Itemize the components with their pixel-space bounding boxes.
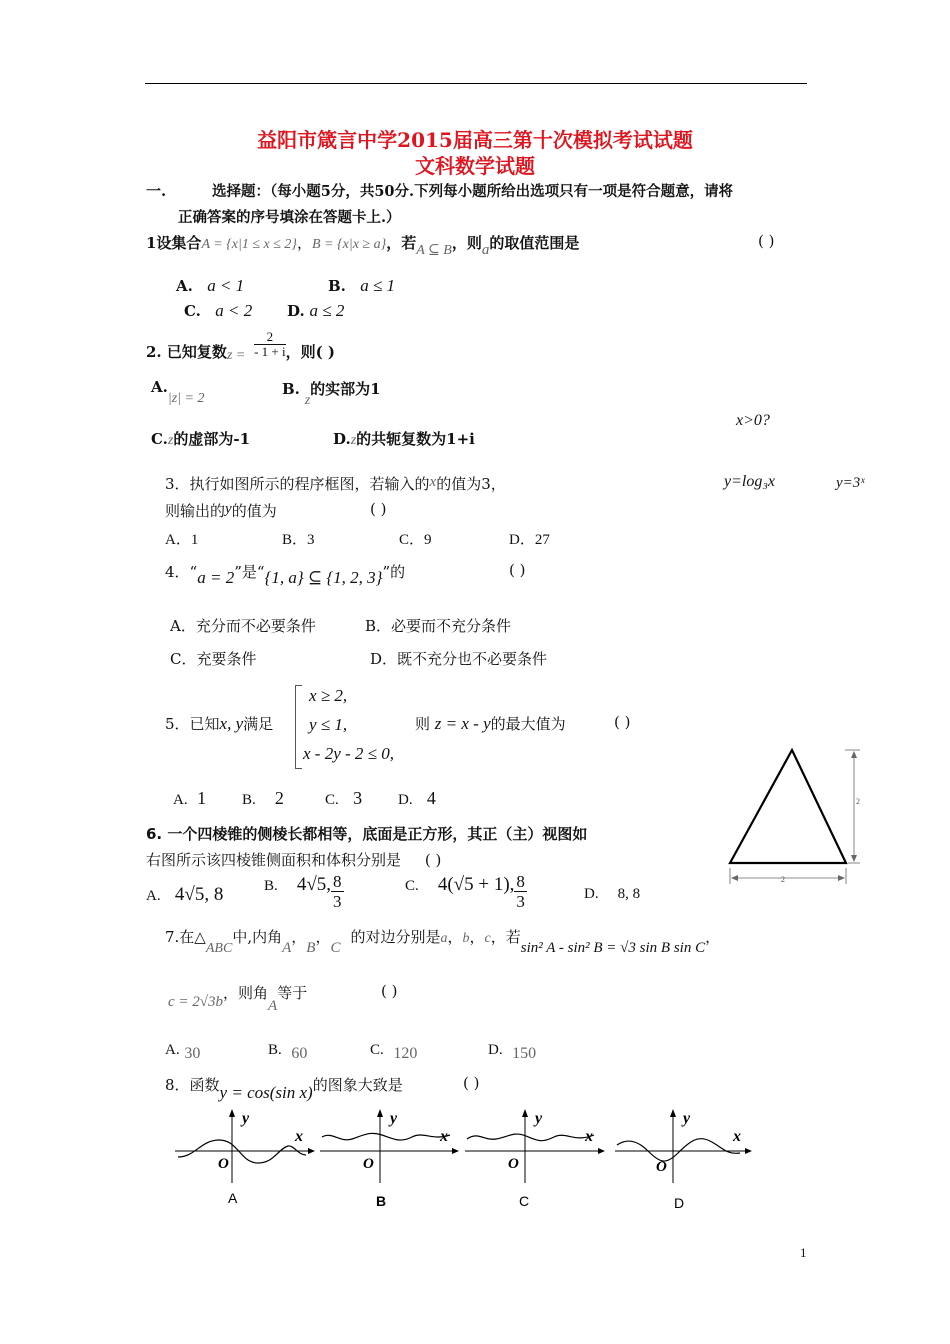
question-7-line2 (168, 982, 308, 1014)
q6-option-b-denominator: 3 (333, 892, 342, 911)
q7-mid-2: 的对边分别是 (350, 928, 441, 946)
q6-option-d-label: D. (584, 886, 599, 902)
q7-angle-a: A (282, 940, 292, 956)
q4-option-a[interactable]: A．充分而不必要条件 (170, 617, 316, 635)
q3-var-y: y (225, 501, 232, 517)
q1-option-b[interactable] (328, 276, 395, 296)
graph-a-x-label: x (295, 1128, 303, 1145)
q1-then: ，则 (451, 234, 482, 252)
q8-prefix: 8．函数 (165, 1076, 220, 1094)
q7-option-d-label: D. (488, 1042, 503, 1058)
q1-option-a-label: A. (176, 277, 193, 295)
q3-text-b: 的值为3， (436, 475, 506, 493)
q5-brace (295, 685, 302, 769)
q1-condition: A ⊆ B (416, 243, 452, 258)
base-arrow-left (731, 875, 738, 881)
q6-option-c-denominator: 3 (516, 892, 525, 911)
q7-option-a[interactable] (165, 1040, 201, 1062)
q5-target: z = x - y (434, 714, 491, 733)
graph-d-x-label: x (733, 1128, 741, 1145)
question-7: 7.在△ABC中,内角A，B，C的对边分别是a，b，c，若sin² A - sin² B = √3 sin B sin C， (165, 928, 721, 956)
q7-option-d[interactable] (488, 1040, 537, 1062)
q1-option-b-label: B. (328, 277, 346, 295)
q6-bracket: ( ) (424, 851, 442, 869)
q3-option-c[interactable]: C．9 (399, 532, 432, 548)
question-2 (146, 329, 336, 363)
q7-option-a-label: A. (165, 1042, 180, 1058)
q3-option-a[interactable]: A．1 (165, 532, 199, 548)
q1-option-c-label: C. (184, 302, 201, 320)
q7-side-b: b (462, 931, 470, 946)
q2-option-a-label: A. (151, 378, 168, 396)
q7-angle-c: C (330, 940, 341, 956)
q7-option-c[interactable] (370, 1040, 418, 1062)
height-arrow-down (851, 855, 857, 862)
graph-b-x-label: x (440, 1128, 448, 1145)
q4-prefix: 4．“ (165, 563, 198, 581)
flowchart-right-box: y=3ˣ (836, 475, 865, 491)
q1-set-b: B = {x|x ≥ a} (312, 237, 387, 252)
q6-option-a[interactable] (146, 884, 223, 906)
q6-option-b-numerator: 8 (333, 872, 342, 891)
q6-option-c-label: C. (405, 877, 419, 894)
graph-a-origin: O (218, 1156, 229, 1172)
q2-option-d-label: D. (333, 430, 351, 448)
q1-option-c-text: a < 2 (215, 301, 253, 320)
q6-text-2: 右图所示该四棱锥侧面积和体积分别是 (146, 851, 402, 869)
q1-option-a-text: a < 1 (207, 276, 245, 295)
q4-condition-1: a = 2 (197, 568, 235, 587)
q7-option-c-label: C. (370, 1042, 384, 1058)
graph-b-label: B (376, 1193, 387, 1209)
q4-mid: ”是“ (234, 563, 265, 581)
graph-c (465, 1109, 605, 1209)
q6-option-c-numerator: 8 (516, 872, 525, 891)
graph-a-label: A (228, 1190, 238, 1206)
q7-prefix: 7.在△ (165, 928, 206, 946)
graph-c-y-label: y (535, 1110, 543, 1127)
q3-var-x: x (429, 474, 437, 490)
q5-constraint-3: x - 2y - 2 ≤ 0, (303, 744, 394, 763)
graph-b-origin: O (363, 1156, 374, 1172)
q4-bracket: ( ) (509, 561, 526, 579)
q2-prefix: 2. 已知复数 (146, 342, 227, 361)
q8-suffix: 的图象大致是 (312, 1076, 403, 1094)
q4-condition-2: {1, a} ⊆ {1, 2, 3} (264, 568, 383, 587)
q1-option-a[interactable] (176, 276, 244, 296)
q7-option-b[interactable] (268, 1040, 308, 1062)
q7-condition: sin² A - sin² B = √3 sin B sin C (520, 940, 706, 956)
q5-option-d-text: 4 (426, 788, 436, 808)
q1-comma: ， (297, 234, 313, 252)
q7-then: ，则角 (223, 984, 269, 1002)
q7-mid-1: 中,内角 (232, 928, 283, 946)
q2-option-c[interactable] (151, 428, 250, 449)
q7-target-angle: A (268, 998, 278, 1014)
graph-d-origin: O (656, 1159, 667, 1175)
q2-option-b[interactable] (282, 378, 381, 408)
q6-option-b-text: 4√5, (296, 873, 332, 895)
q5-prefix: 5．已知 (165, 715, 220, 733)
q1-option-d-label: D. (287, 302, 305, 320)
pyramid-front-view (720, 740, 870, 890)
q2-option-a-text: |z| = 2 (167, 391, 205, 406)
q5-constraint-2: y ≤ 1, (309, 715, 348, 734)
q4-suffix: ”的 (382, 563, 406, 581)
q7-option-d-text: 150 (512, 1045, 537, 1062)
base-label: 2 (781, 875, 785, 884)
q2-option-b-text: 的实部为1 (310, 380, 381, 398)
q5-option-b-text: 2 (274, 788, 284, 808)
q4-option-d[interactable]: D．既不充分也不必要条件 (370, 650, 548, 668)
q7-condition-2: c = 2√3b (168, 994, 224, 1010)
q2-option-d-var: z (350, 433, 357, 448)
q2-fraction-denominator: - 1 + i (254, 344, 286, 359)
question-6 (146, 823, 587, 844)
q6-option-c-text: 4(√5 + 1), (437, 873, 515, 895)
q3-bracket: ( ) (370, 500, 387, 518)
q3-text-d: 的值为 (231, 502, 277, 520)
graph-a-y-label: y (242, 1110, 250, 1127)
q3-option-b[interactable]: B．3 (282, 532, 315, 548)
q7-option-b-label: B. (268, 1042, 282, 1058)
question-1 (146, 232, 580, 258)
q1-set-a: A = {x|1 ≤ x ≤ 2} (201, 237, 298, 252)
q5-option-d-label: D. (398, 792, 413, 808)
q2-option-c-text: 的虚部为-1 (173, 430, 251, 448)
q8-bracket: ( ) (463, 1074, 480, 1092)
q7-if: ，若 (490, 928, 521, 946)
q3-option-d[interactable]: D．27 (509, 532, 550, 548)
section-instructions-2: 正确答案的序号填涂在答题卡上.） (178, 209, 401, 226)
graph-d (615, 1109, 752, 1211)
graph-c-x-label: x (585, 1128, 593, 1145)
q5-satisfy: 满足 (243, 715, 274, 733)
exam-subtitle: 文科数学试题 (415, 154, 535, 178)
q2-option-b-label: B. (282, 380, 300, 398)
q2-option-a[interactable] (151, 378, 205, 406)
graph-d-label: D (674, 1195, 685, 1211)
q7-triangle: ABC (205, 941, 233, 956)
page-number: 1 (800, 1245, 807, 1260)
height-label: 2 (856, 797, 860, 806)
q1-suffix: 的取值范围是 (489, 234, 580, 252)
q5-option-a[interactable] (173, 788, 206, 809)
q6-option-a-label: A. (146, 888, 161, 904)
q3-text-c: 则输出的 (165, 502, 226, 520)
question-4 (165, 561, 406, 587)
q6-text-1: 6. 一个四棱锥的侧棱长都相等，底面是正方形，其正（主）视图如 (146, 825, 588, 843)
q2-fraction-numerator: 2 (254, 330, 286, 345)
section-instructions: 选择题：（每小题5分，共50分.下列每小题所给出选项只有一项是符合题意，请将 (212, 183, 734, 200)
graph-c-label: C (519, 1193, 530, 1209)
q5-vars: x, y (219, 714, 244, 733)
q7-side-c: c (484, 931, 491, 946)
q5-suffix: 的最大值为 (490, 715, 566, 733)
graph-d-y-label: y (683, 1110, 691, 1127)
q6-option-d-text: 8, 8 (617, 886, 641, 902)
q7-option-b-text: 60 (291, 1045, 308, 1062)
q8-function: y = cos(sin x) (219, 1083, 313, 1102)
q2-option-d-text: 的共轭复数为1+i (356, 430, 475, 448)
height-arrow-up (851, 751, 857, 758)
exam-title: 益阳市箴言中学2015届高三第十次模拟考试试题 (257, 128, 693, 152)
q2-suffix: ，则( ) (285, 342, 336, 361)
q5-bracket: ( ) (614, 713, 631, 731)
q6-option-c[interactable] (405, 872, 527, 911)
q5-option-b[interactable] (242, 788, 284, 809)
question-5 (165, 713, 273, 734)
q7-option-c-text: 120 (393, 1045, 418, 1062)
q5-option-d[interactable] (398, 788, 436, 809)
q5-objective (415, 713, 566, 734)
q6-option-b[interactable] (264, 872, 344, 911)
triangle-outline (730, 750, 846, 863)
q5-option-c-text: 3 (353, 788, 363, 808)
q2-option-c-var: z (167, 433, 174, 448)
q6-option-d[interactable] (584, 884, 640, 903)
graph-a (175, 1109, 315, 1206)
q2-option-d[interactable] (333, 428, 475, 449)
q5-option-c[interactable] (325, 788, 362, 809)
q1-if: ，若 (386, 234, 417, 252)
section-number: 一. (146, 182, 167, 200)
q1-option-d-text: a ≤ 2 (309, 301, 345, 320)
q2-option-b-var: z (304, 393, 311, 408)
q1-var: a (481, 242, 490, 258)
q2-option-c-label: C. (151, 430, 168, 448)
q4-option-c[interactable]: C．充要条件 (170, 650, 257, 668)
base-arrow-right (838, 875, 845, 881)
q5-option-b-label: B. (242, 792, 256, 808)
q1-option-d[interactable] (287, 301, 344, 321)
q5-constraint-1: x ≥ 2, (309, 686, 348, 705)
q1-prefix: 1设集合 (146, 234, 202, 252)
question-3-line2 (165, 500, 277, 521)
q7-angle-b: B (306, 940, 316, 956)
q6-option-b-label: B. (264, 877, 278, 894)
q2-z-eq: z = (226, 347, 246, 363)
q7-bracket: ( ) (381, 982, 398, 1000)
q5-then: 则 (415, 715, 431, 733)
flowchart-left-box: y=log₃x (724, 473, 776, 490)
q5-option-a-text: 1 (197, 788, 207, 808)
q1-option-b-text: a ≤ 1 (360, 276, 396, 295)
graph-b (320, 1109, 459, 1209)
graph-b-y-label: y (390, 1110, 398, 1127)
q7-side-a: a (440, 931, 448, 946)
question-3 (165, 473, 506, 494)
q5-option-a-label: A. (173, 792, 188, 808)
graph-c-origin: O (508, 1156, 519, 1172)
q7-equals: 等于 (277, 984, 308, 1002)
q8-graphs (170, 1105, 770, 1215)
question-8 (165, 1074, 403, 1102)
question-6-line2 (146, 849, 441, 870)
q3-text-a: 3．执行如图所示的程序框图，若输入的 (165, 475, 430, 493)
q1-option-c[interactable] (184, 301, 252, 321)
q6-option-a-text: 4√5, 8 (174, 884, 224, 905)
header-rule (145, 83, 807, 84)
q5-option-c-label: C. (325, 792, 339, 808)
flowchart-condition: x>0? (736, 412, 770, 429)
q1-bracket: ( ) (758, 232, 775, 250)
q7-option-a-text: 30 (184, 1045, 201, 1062)
q4-option-b[interactable]: B．必要而不充分条件 (365, 617, 512, 635)
